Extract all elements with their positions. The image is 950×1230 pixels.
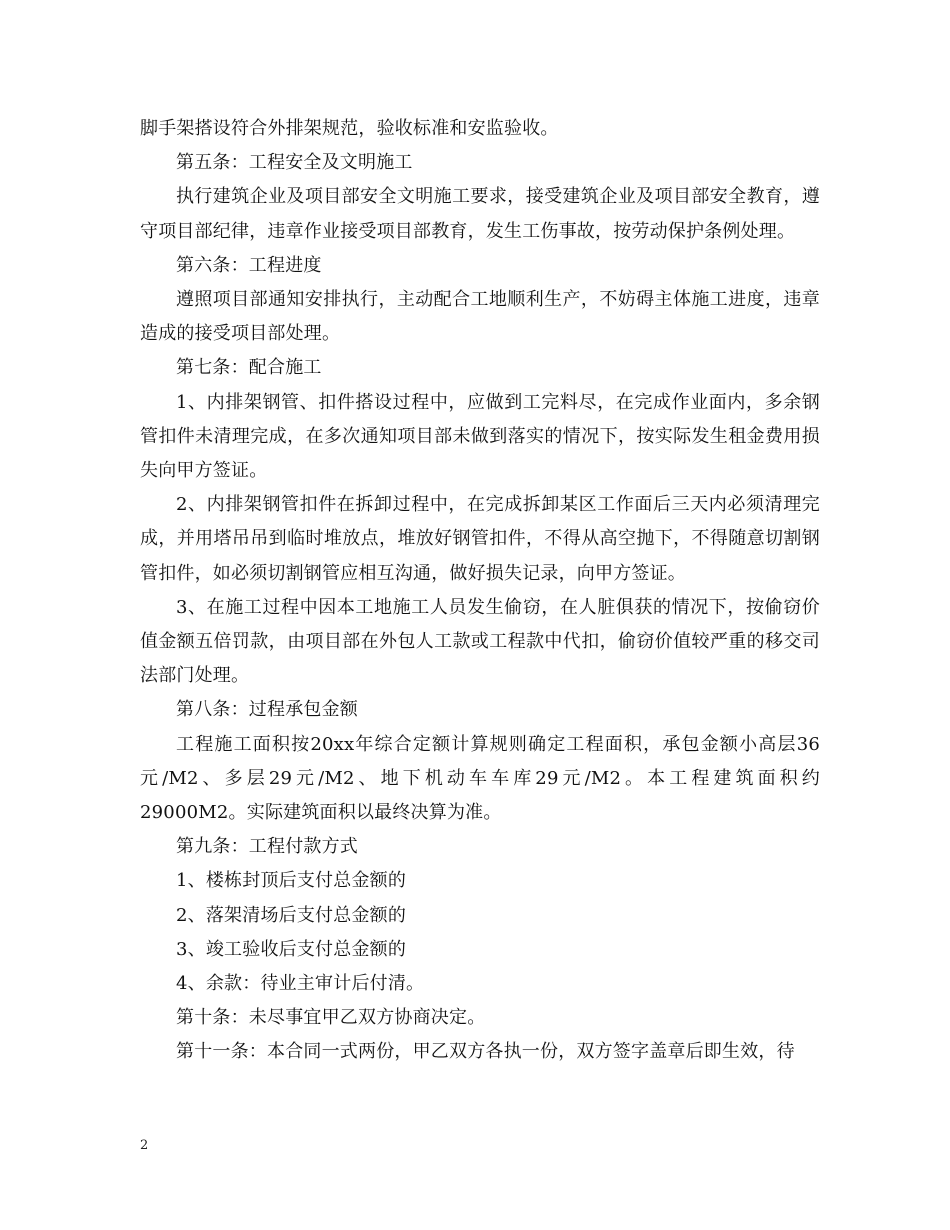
- paragraph: 工程施工面积按20xx年综合定额计算规则确定工程面积，承包金额小高层36元/M2、多层29元/M2、地下机动车车库29元/M2。本工程建筑面积约29000M2。实际建筑面积以最终决算为准。: [140, 733, 820, 824]
- paragraph: 第八条：过程承包金额: [176, 699, 358, 721]
- paragraph: 4、余款：待业主审计后付清。: [176, 973, 425, 995]
- paragraph: 3、在施工过程中因本工地施工人员发生偷窃，在人脏俱获的情况下，按偷窃价值金额五倍罚款，由项目部在外包人工款或工程款中代扣，偷窃价值较严重的移交司法部门处理。: [140, 596, 820, 687]
- paragraph: 第十一条：本合同一式两份，甲乙双方各执一份，双方签字盖章后即生效，待: [176, 1041, 795, 1063]
- paragraph: 执行建筑企业及项目部安全文明施工要求，接受建筑企业及项目部安全教育，遵守项目部纪律，违章作业接受项目部教育，发生工伤事故，按劳动保护条例处理。: [140, 186, 820, 242]
- paragraph: 第十条：未尽事宜甲乙双方协商决定。: [176, 1007, 486, 1029]
- page-number: 2: [140, 1138, 149, 1153]
- paragraph: 第五条：工程安全及文明施工: [176, 152, 413, 174]
- paragraph: 1、内排架钢管、扣件搭设过程中，应做到工完料尽，在完成作业面内，多余钢管扣件未清理完成，在多次通知项目部未做到落实的情况下，按实际发生租金费用损失向甲方签证。: [140, 391, 820, 482]
- paragraph: 第九条：工程付款方式: [176, 836, 358, 858]
- paragraph: 第六条：工程进度: [176, 254, 322, 276]
- paragraph: 2、落架清场后支付总金额的: [176, 904, 407, 926]
- document-body: [140, 112, 820, 1070]
- paragraph: 遵照项目部通知安排执行，主动配合工地顺利生产，不妨碍主体施工进度，违章造成的接受项目部处理。: [140, 289, 820, 345]
- paragraph: 2、内排架钢管扣件在拆卸过程中，在完成拆卸某区工作面后三天内必须清理完成，并用塔吊吊到临时堆放点，堆放好钢管扣件，不得从高空抛下，不得随意切割钢管扣件，如必须切割钢管应相互沟通，做好损失记录，向甲方签证。: [140, 494, 820, 584]
- paragraph: 脚手架搭设符合外排架规范，验收标准和安监验收。: [140, 118, 559, 139]
- paragraph: 第七条：配合施工: [176, 357, 322, 379]
- paragraph: 1、楼栋封顶后支付总金额的: [176, 870, 407, 892]
- paragraph: 3、竣工验收后支付总金额的: [176, 938, 407, 960]
